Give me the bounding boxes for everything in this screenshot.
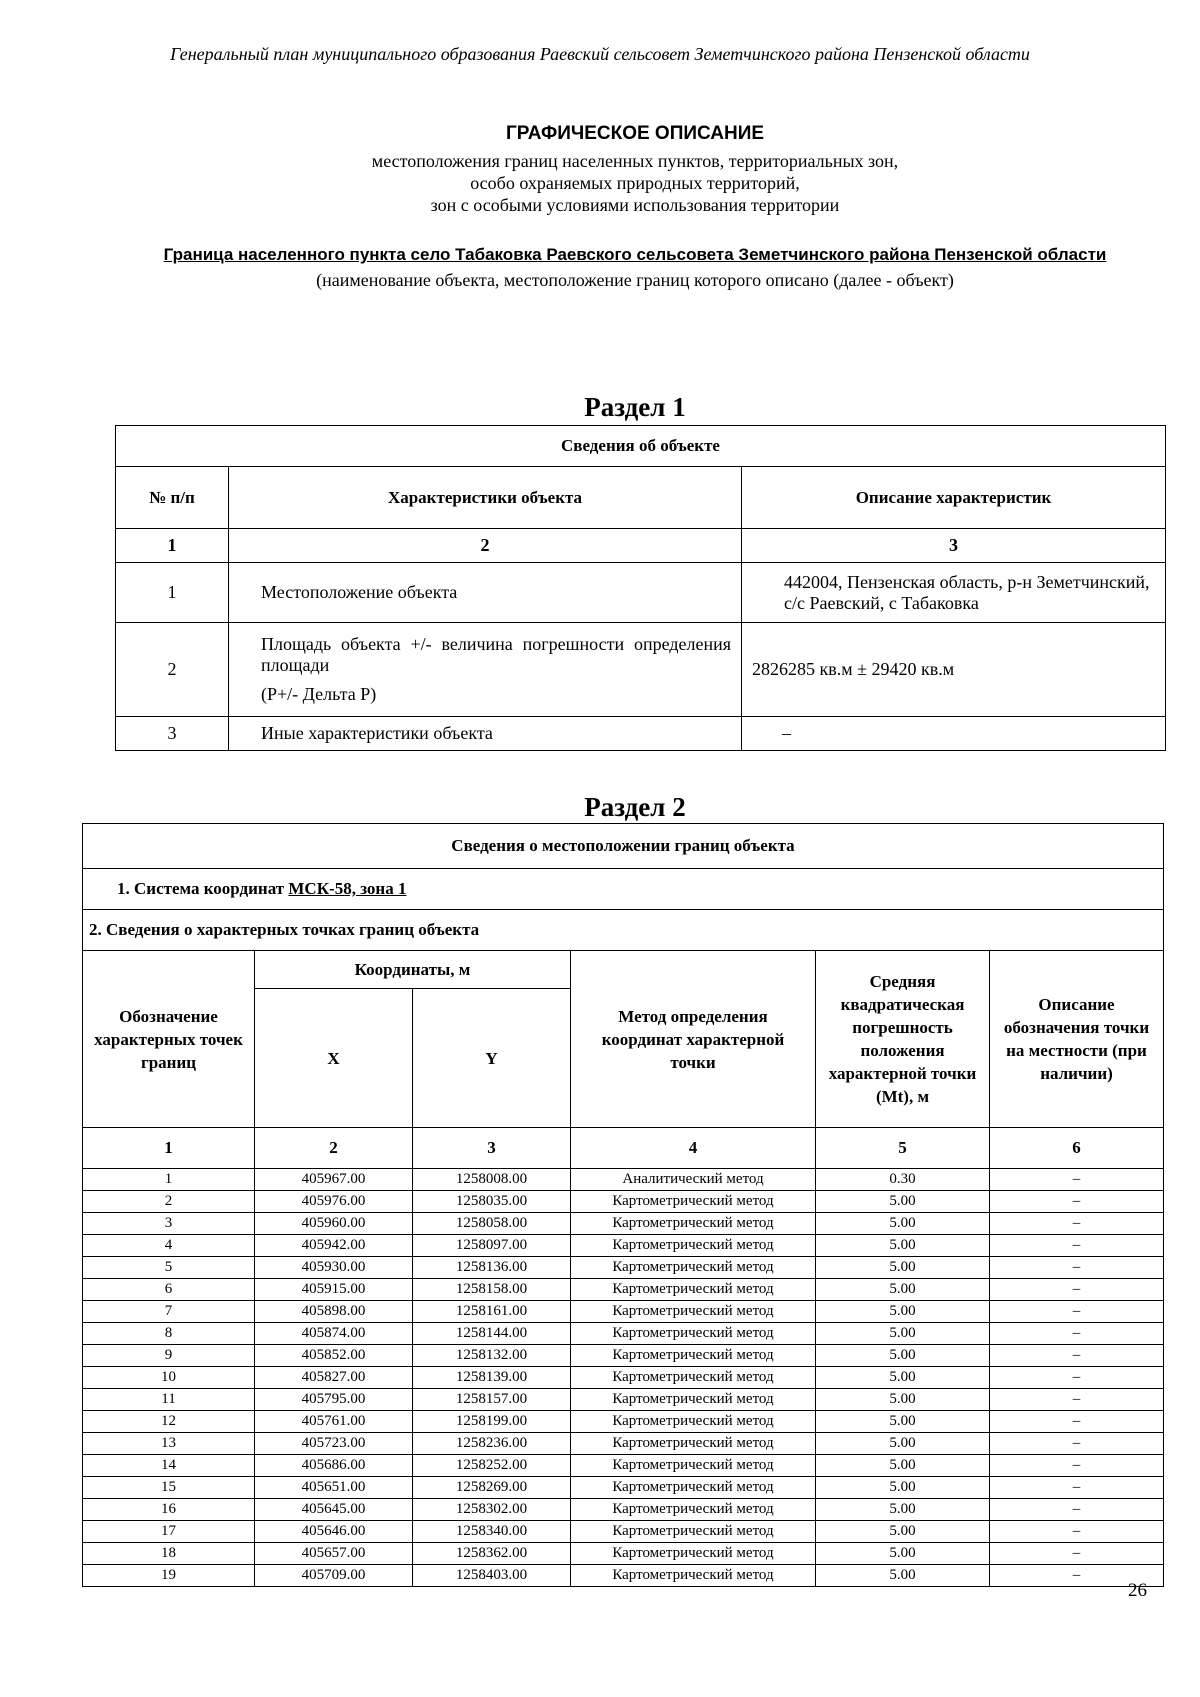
header-description: Описание характеристик: [742, 467, 1166, 529]
error: 5.00: [816, 1389, 990, 1411]
description: –: [990, 1279, 1164, 1301]
description: –: [990, 1169, 1164, 1191]
page-number: 26: [1128, 1580, 1147, 1601]
coord-y: 1258302.00: [413, 1499, 571, 1521]
table-row: [83, 1191, 1164, 1213]
row-number: 3: [116, 717, 229, 751]
coord-system-row: [83, 869, 1164, 910]
error: 5.00: [816, 1213, 990, 1235]
col-number: 5: [816, 1128, 990, 1169]
point-number: 5: [83, 1257, 255, 1279]
header-number: № п/п: [116, 467, 229, 529]
header-coordinates: Координаты, м: [255, 951, 571, 989]
table-row: [83, 1455, 1164, 1477]
error: 5.00: [816, 1279, 990, 1301]
header-x: X: [255, 989, 413, 1128]
coord-x: 405646.00: [255, 1521, 413, 1543]
description: –: [990, 1543, 1164, 1565]
col-number: 4: [571, 1128, 816, 1169]
description: –: [990, 1323, 1164, 1345]
method: Картометрический метод: [571, 1411, 816, 1433]
header-method: Метод определения координат характерной точки: [571, 951, 816, 1128]
table-row: [116, 563, 1166, 623]
coord-system-label: 1. Система координат: [117, 879, 289, 898]
description: –: [990, 1191, 1164, 1213]
coord-x: 405852.00: [255, 1345, 413, 1367]
point-number: 16: [83, 1499, 255, 1521]
description: –: [990, 1345, 1164, 1367]
table-row: [83, 1477, 1164, 1499]
document-title: ГРАФИЧЕСКОЕ ОПИСАНИЕ: [505, 123, 765, 144]
description: –: [990, 1521, 1164, 1543]
table-row: [83, 1389, 1164, 1411]
row-value: 442004, Пензенская область, р-н Земетчинский, с/с Раевский, с Табаковка: [742, 563, 1166, 623]
point-number: 18: [83, 1543, 255, 1565]
method: Картометрический метод: [571, 1389, 816, 1411]
coord-x: 405827.00: [255, 1367, 413, 1389]
description: –: [990, 1455, 1164, 1477]
method: Картометрический метод: [571, 1301, 816, 1323]
method: Картометрический метод: [571, 1543, 816, 1565]
coord-x: 405657.00: [255, 1543, 413, 1565]
point-number: 9: [83, 1345, 255, 1367]
error: 5.00: [816, 1565, 990, 1587]
running-header: Генеральный план муниципального образования Раевский сельсовет Земетчинского района Пензенской области: [170, 44, 1030, 64]
method: Картометрический метод: [571, 1477, 816, 1499]
error: 5.00: [816, 1543, 990, 1565]
coord-y: 1258132.00: [413, 1345, 571, 1367]
description: –: [990, 1389, 1164, 1411]
row-name: Местоположение объекта: [229, 563, 742, 623]
coord-x: 405930.00: [255, 1257, 413, 1279]
subtitle-line: зон с особыми условиями использования территории: [430, 195, 840, 215]
description: –: [990, 1499, 1164, 1521]
coord-y: 1258161.00: [413, 1301, 571, 1323]
description: –: [990, 1257, 1164, 1279]
section2-title: Раздел 2: [584, 792, 686, 822]
error: 5.00: [816, 1455, 990, 1477]
coord-y: 1258403.00: [413, 1565, 571, 1587]
error: 5.00: [816, 1477, 990, 1499]
error: 5.00: [816, 1345, 990, 1367]
table-row: [83, 1499, 1164, 1521]
coord-x: 405942.00: [255, 1235, 413, 1257]
method: Картометрический метод: [571, 1433, 816, 1455]
row-number: 2: [116, 623, 229, 717]
coord-x: 405686.00: [255, 1455, 413, 1477]
col-number: 1: [116, 529, 229, 563]
error: 5.00: [816, 1433, 990, 1455]
table-row: [83, 1543, 1164, 1565]
col-number: 1: [83, 1128, 255, 1169]
method: Картометрический метод: [571, 1191, 816, 1213]
section1-caption: Сведения об объекте: [116, 426, 1166, 467]
point-number: 4: [83, 1235, 255, 1257]
coord-y: 1258236.00: [413, 1433, 571, 1455]
col-number: 2: [229, 529, 742, 563]
error: 5.00: [816, 1191, 990, 1213]
coord-x: 405976.00: [255, 1191, 413, 1213]
method: Картометрический метод: [571, 1455, 816, 1477]
header-description: Описание обозначения точки на местности (при наличии): [990, 951, 1164, 1128]
points-body: [83, 1169, 1164, 1587]
col-number: 3: [742, 529, 1166, 563]
method: Картометрический метод: [571, 1279, 816, 1301]
table-row: [83, 1235, 1164, 1257]
coord-x: 405761.00: [255, 1411, 413, 1433]
error: 5.00: [816, 1521, 990, 1543]
object-name: Граница населенного пункта село Табаковка Раевского сельсовета Земетчинского района Пензенской области: [163, 245, 1107, 264]
method: Картометрический метод: [571, 1367, 816, 1389]
row-value: –: [742, 717, 1166, 751]
method: Картометрический метод: [571, 1235, 816, 1257]
point-number: 15: [83, 1477, 255, 1499]
coord-x: 405723.00: [255, 1433, 413, 1455]
row-value: 2826285 кв.м ± 29420 кв.м: [742, 623, 1166, 717]
header-error: Средняя квадратическая погрешность положения характерной точки (Mt), м: [816, 951, 990, 1128]
coord-x: 405709.00: [255, 1565, 413, 1587]
coord-x: 405874.00: [255, 1323, 413, 1345]
coord-y: 1258199.00: [413, 1411, 571, 1433]
coord-y: 1258035.00: [413, 1191, 571, 1213]
coord-y: 1258158.00: [413, 1279, 571, 1301]
description: –: [990, 1367, 1164, 1389]
coord-y: 1258139.00: [413, 1367, 571, 1389]
method: Картометрический метод: [571, 1499, 816, 1521]
coord-y: 1258144.00: [413, 1323, 571, 1345]
coord-x: 405795.00: [255, 1389, 413, 1411]
error: 5.00: [816, 1301, 990, 1323]
table-row: [83, 1433, 1164, 1455]
row-name-note: (P+/- Дельта P): [261, 684, 377, 704]
method: Картометрический метод: [571, 1345, 816, 1367]
description: –: [990, 1235, 1164, 1257]
coord-y: 1258252.00: [413, 1455, 571, 1477]
coord-y: 1258269.00: [413, 1477, 571, 1499]
error: 5.00: [816, 1235, 990, 1257]
description: –: [990, 1477, 1164, 1499]
point-number: 12: [83, 1411, 255, 1433]
point-number: 11: [83, 1389, 255, 1411]
coord-y: 1258008.00: [413, 1169, 571, 1191]
error: 5.00: [816, 1257, 990, 1279]
table-row: [83, 1367, 1164, 1389]
point-number: 6: [83, 1279, 255, 1301]
table-row: [83, 1279, 1164, 1301]
description: –: [990, 1433, 1164, 1455]
row-number: 1: [116, 563, 229, 623]
method: Картометрический метод: [571, 1323, 816, 1345]
coord-y: 1258097.00: [413, 1235, 571, 1257]
header-designation: Обозначение характерных точек границ: [83, 951, 255, 1128]
section1-title: Раздел 1: [584, 392, 686, 422]
point-number: 1: [83, 1169, 255, 1191]
coord-y: 1258340.00: [413, 1521, 571, 1543]
table-row: [83, 1323, 1164, 1345]
table-row: [83, 1213, 1164, 1235]
table-row: [83, 1169, 1164, 1191]
coord-y: 1258058.00: [413, 1213, 571, 1235]
table-row: [83, 1257, 1164, 1279]
coord-x: 405915.00: [255, 1279, 413, 1301]
coord-y: 1258136.00: [413, 1257, 571, 1279]
subtitle-line: местоположения границ населенных пунктов, территориальных зон,: [371, 151, 899, 171]
row-name-cell: [229, 623, 742, 717]
section2-caption: Сведения о местоположении границ объекта: [83, 824, 1164, 869]
error: 0.30: [816, 1169, 990, 1191]
description: –: [990, 1301, 1164, 1323]
point-number: 10: [83, 1367, 255, 1389]
points-label: 2. Сведения о характерных точках границ объекта: [83, 910, 1164, 951]
table-row: [83, 1521, 1164, 1543]
row-name: Иные характеристики объекта: [229, 717, 742, 751]
coord-x: 405960.00: [255, 1213, 413, 1235]
description: –: [990, 1213, 1164, 1235]
table-row: [83, 1411, 1164, 1433]
coord-y: 1258157.00: [413, 1389, 571, 1411]
table-row: [116, 717, 1166, 751]
boundary-points-table: [82, 823, 1164, 1587]
table-row: [83, 1565, 1164, 1587]
table-row: [83, 1301, 1164, 1323]
header-y: Y: [413, 989, 571, 1128]
table-row: [116, 623, 1166, 717]
coord-x: 405898.00: [255, 1301, 413, 1323]
description: –: [990, 1411, 1164, 1433]
point-number: 17: [83, 1521, 255, 1543]
error: 5.00: [816, 1411, 990, 1433]
coord-system-value: МСК-58, зона 1: [288, 879, 407, 898]
col-number: 2: [255, 1128, 413, 1169]
method: Аналитический метод: [571, 1169, 816, 1191]
method: Картометрический метод: [571, 1565, 816, 1587]
method: Картометрический метод: [571, 1257, 816, 1279]
description: –: [990, 1565, 1164, 1587]
point-number: 7: [83, 1301, 255, 1323]
point-number: 8: [83, 1323, 255, 1345]
col-number: 3: [413, 1128, 571, 1169]
point-number: 14: [83, 1455, 255, 1477]
coord-x: 405651.00: [255, 1477, 413, 1499]
coord-x: 405967.00: [255, 1169, 413, 1191]
error: 5.00: [816, 1499, 990, 1521]
method: Картометрический метод: [571, 1213, 816, 1235]
point-number: 19: [83, 1565, 255, 1587]
header-characteristics: Характеристики объекта: [229, 467, 742, 529]
object-info-table: [115, 425, 1166, 751]
point-number: 3: [83, 1213, 255, 1235]
table-row: [83, 1345, 1164, 1367]
row-name: Площадь объекта +/- величина погрешности определения площади: [261, 634, 731, 675]
method: Картометрический метод: [571, 1521, 816, 1543]
object-note: (наименование объекта, местоположение границ которого описано (далее - объект): [316, 270, 954, 290]
error: 5.00: [816, 1323, 990, 1345]
coord-x: 405645.00: [255, 1499, 413, 1521]
col-number: 6: [990, 1128, 1164, 1169]
subtitle-line: особо охраняемых природных территорий,: [470, 173, 800, 193]
coord-y: 1258362.00: [413, 1543, 571, 1565]
error: 5.00: [816, 1367, 990, 1389]
point-number: 2: [83, 1191, 255, 1213]
point-number: 13: [83, 1433, 255, 1455]
